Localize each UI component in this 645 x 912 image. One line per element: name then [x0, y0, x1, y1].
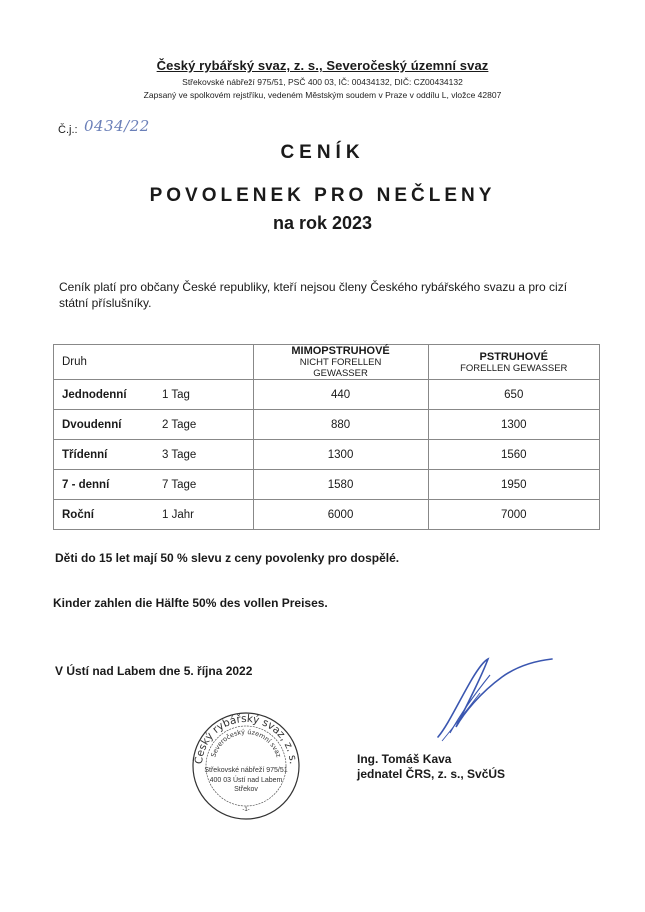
organization-registration: Zapsaný ve spolkovém rejstříku, vedeném Městským soudem v Praze v oddílu L, vložce 42807 [143, 90, 502, 100]
signatory-role: jednatel ČRS, z. s., SvčÚS [357, 767, 506, 781]
price-pstr: 650 [428, 380, 600, 410]
header-mimo-sub1: NICHT FORELLEN [299, 357, 382, 368]
table-row [54, 440, 600, 470]
stamp-line-2: 400 03 Ústí nad Labem [209, 777, 283, 784]
row-name: Dvoudenní [62, 418, 122, 431]
price-pstr: 1300 [428, 410, 600, 440]
organization-name: Český rybářský svaz, z. s., Severočeský územní svaz [156, 58, 489, 73]
price-mimo: 880 [253, 410, 428, 440]
official-stamp [190, 710, 302, 822]
document-year: na rok 2023 [272, 213, 373, 233]
row-de: 1 Tag [162, 388, 190, 401]
row-name: Třídenní [62, 448, 108, 461]
price-mimo: 440 [253, 380, 428, 410]
table-row [54, 470, 600, 500]
row-name: Jednodenní [62, 388, 127, 401]
header-mimopstruhove [253, 345, 428, 380]
children-note-de: Kinder zahlen die Hälfte 50% des vollen Preises. [53, 596, 328, 610]
stamp-line-1: Střekovské nábřeží 975/51 [204, 767, 288, 774]
intro-line-1: Ceník platí pro občany České republiky, kteří nejsou členy Českého rybářského svazu a pro cizí [59, 280, 568, 294]
row-de: 7 Tage [162, 478, 197, 491]
document-subtitle: POVOLENEK PRO NEČLENY [149, 185, 496, 206]
table-header-row [54, 345, 600, 380]
table-row [54, 410, 600, 440]
price-mimo: 1300 [253, 440, 428, 470]
reference-label: Č.j.: [58, 124, 78, 136]
price-table [53, 344, 600, 530]
price-pstr: 1560 [428, 440, 600, 470]
handwritten-signature [430, 655, 570, 745]
header-pstr-title: PSTRUHOVÉ [479, 350, 548, 363]
table-row [54, 380, 600, 410]
price-pstr: 1950 [428, 470, 600, 500]
stamp-inner-ring [206, 726, 286, 806]
price-pstr: 7000 [428, 500, 600, 530]
stamp-line-3: Střekov [234, 786, 258, 793]
reference-number: 0434/22 [84, 117, 150, 135]
signatory-name: Ing. Tomáš Kava [357, 752, 452, 766]
row-de: 1 Jahr [162, 508, 194, 521]
document-title: CENÍK [280, 142, 365, 163]
organization-address: Střekovské nábřeží 975/51, PSČ 400 03, IČ: 00434132, DIČ: CZ00434132 [182, 77, 463, 87]
header-mimo-sub2: GEWASSER [313, 368, 368, 379]
price-mimo: 6000 [253, 500, 428, 530]
intro-paragraph [59, 279, 599, 311]
price-mimo: 1580 [253, 470, 428, 500]
stamp-number: -1- [242, 807, 250, 813]
header-pstruhove [428, 345, 600, 380]
place-date: V Ústí nad Labem dne 5. října 2022 [55, 664, 253, 678]
stamp-inner-text: Severočeský územní svaz [209, 727, 283, 759]
stamp-outer-text: Český rybářský svaz, z. s. [192, 712, 299, 765]
row-name: 7 - denní [62, 478, 110, 491]
intro-line-2: státní příslušníky. [59, 296, 152, 310]
header-druh: Druh [54, 345, 254, 380]
row-de: 3 Tage [162, 448, 197, 461]
table-row [54, 500, 600, 530]
header-mimo-title: MIMOPSTRUHOVÉ [291, 345, 390, 357]
header-pstr-sub: FORELLEN GEWASSER [460, 362, 568, 374]
children-note-cz: Děti do 15 let mají 50 % slevu z ceny povolenky pro dospělé. [55, 551, 400, 565]
row-name: Roční [62, 508, 94, 521]
row-de: 2 Tage [162, 418, 197, 431]
